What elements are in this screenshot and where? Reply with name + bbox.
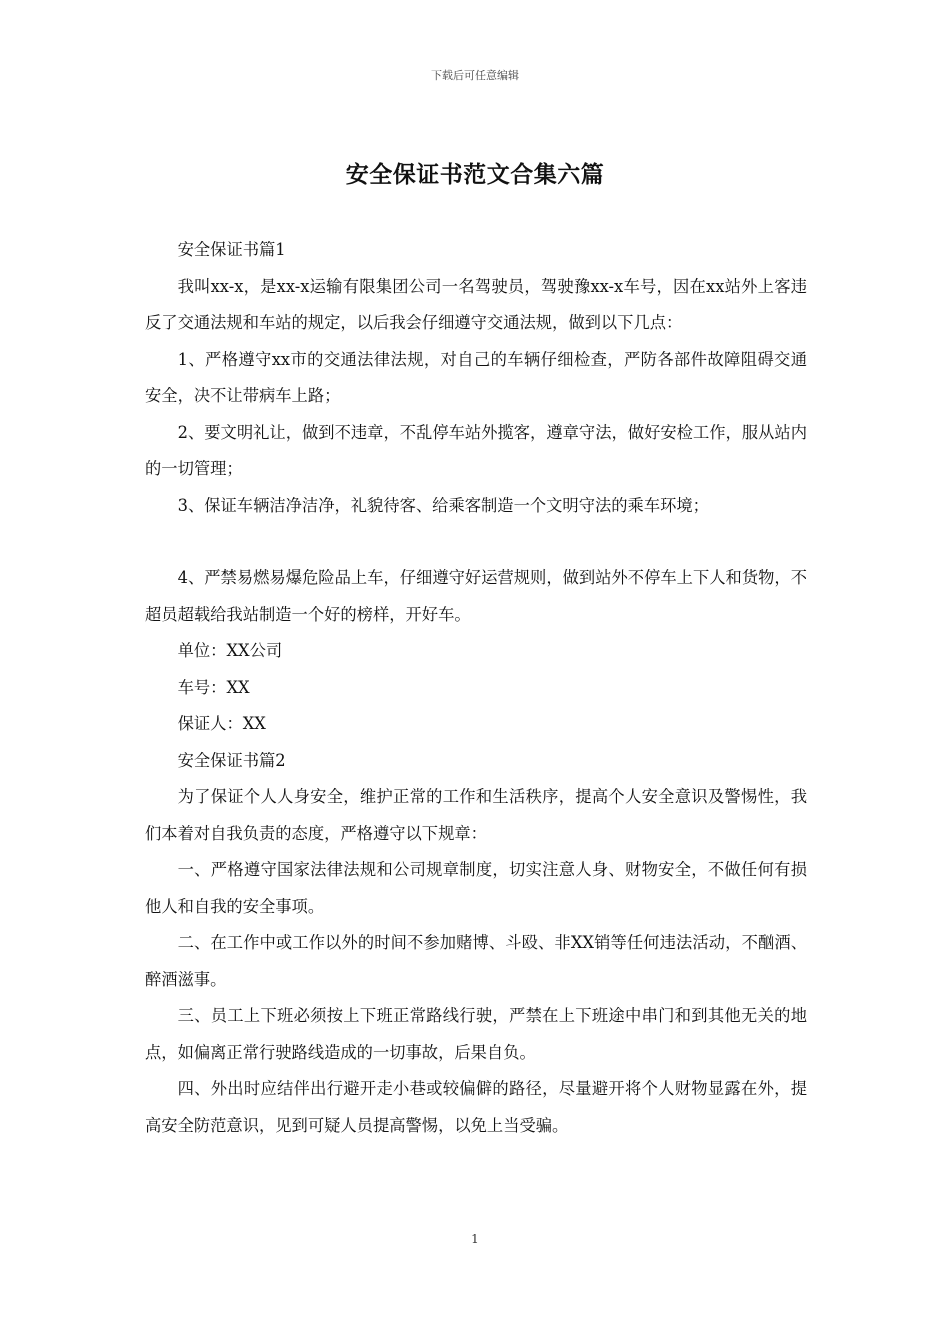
- paragraph: 3、保证车辆洁净洁净，礼貌待客、给乘客制造一个文明守法的乘车环境；: [177, 495, 709, 515]
- paragraph: 四、外出时应结伴出行避开走小巷或较偏僻的路径，尽量避开将个人财物显露在外，提高安全防范意识，见到可疑人员提高警惕，以免上当受骗。: [145, 1079, 807, 1135]
- paragraph: 三、员工上下班必须按上下班正常路线行驶，严禁在上下班途中串门和到其他无关的地点，如偏离正常行驶路线造成的一切事故，后果自负。: [145, 1006, 807, 1062]
- paragraph: 一、严格遵守国家法律法规和公司规章制度，切实注意人身、财物安全，不做任何有损他人和自我的安全事项。: [145, 860, 807, 916]
- page-header: 下载后可任意编辑: [431, 69, 519, 82]
- signature-guarantor: 保证人：XX: [177, 714, 266, 733]
- paragraph: 1、严格遵守xx市的交通法律法规，对自己的车辆仔细检查，严防各部件故障阻碍交通安全，决不让带病车上路；: [145, 349, 807, 405]
- section-heading-1: 安全保证书篇1: [177, 240, 286, 259]
- signature-vehicle: 车号：XX: [177, 677, 250, 697]
- paragraph: 2、要文明礼让，做到不违章，不乱停车站外揽客，遵章守法，做好安检工作，服从站内的一切管理；: [145, 422, 807, 478]
- document-body: [145, 232, 807, 1144]
- paragraph: 我叫xx-x，是xx-x运输有限集团公司一名驾驶员，驾驶豫xx-x车号，因在xx站外上客违反了交通法规和车站的规定，以后我会仔细遵守交通法规，做到以下几点：: [145, 276, 807, 332]
- signature-unit: 单位：XX公司: [177, 641, 283, 660]
- section-heading-2: 安全保证书篇2: [177, 750, 286, 770]
- paragraph: 为了保证个人人身安全，维护正常的工作和生活秩序，提高个人安全意识及警惕性，我们本着对自我负责的态度，严格遵守以下规章：: [145, 787, 807, 843]
- paragraph: 4、严禁易燃易爆危险品上车，仔细遵守好运营规则，做到站外不停车上下人和货物，不超员超载给我站制造一个好的榜样，开好车。: [145, 568, 807, 624]
- paragraph: 二、在工作中或工作以外的时间不参加赌博、斗殴、非XX销等任何违法活动，不酗酒、醉酒滋事。: [145, 933, 807, 989]
- blank-line: [145, 524, 807, 560]
- page-number: 1: [471, 1232, 479, 1246]
- document-title: 安全保证书范文合集六篇: [345, 161, 605, 188]
